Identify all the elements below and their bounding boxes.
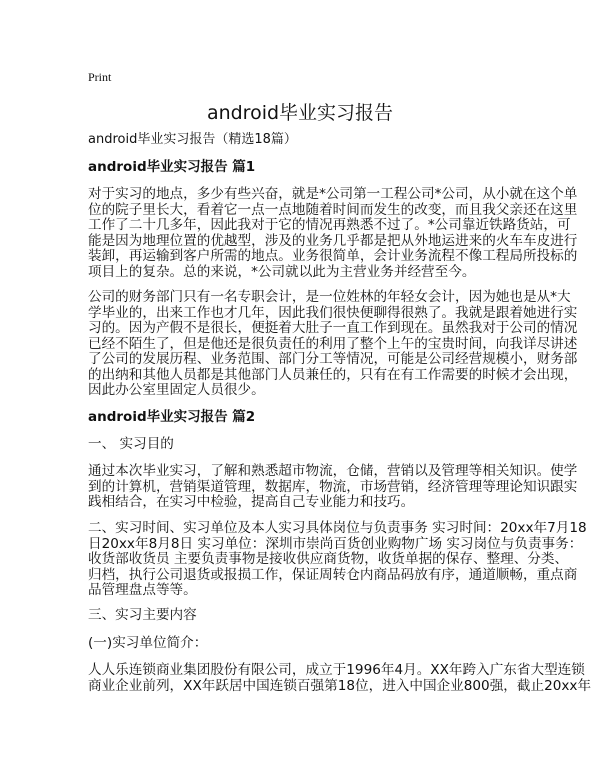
text-line: 二、实习时间、实习单位及本人实习具体岗位与负责事务 实习时间：20xx年7月18	[88, 520, 587, 536]
text-line: 工作了二十几多年，因此我对于它的情况再熟悉不过了。*公司靠近铁路货站，可	[88, 217, 571, 233]
text-line: 的出纳和其他人员都是其他部门人员兼任的，只有在有工作需要的时候才会出现，	[88, 366, 578, 383]
text-line: 商业企业前列，XX年跃居中国连锁百强第18位，进入中国企业800强，截止20xx年	[88, 677, 592, 694]
text-line: 归档，执行公司退货或报损工作，保证周转仓内商品码放有序，通道顺畅，重点商	[88, 566, 578, 583]
paragraph	[88, 662, 592, 694]
text-line: 能是因为地理位置的优越型，涉及的业务几乎都是把从外地运进来的火车车皮进行	[88, 232, 578, 249]
text-line: 公司的财务部门只有一名专职会计，是一位姓林的年轻女会计，因为她也是从*大	[88, 289, 571, 305]
text-line: 三、实习主要内容	[88, 607, 197, 623]
text-line: 到的计算机，营销渠道管理，数据库，物流，市场营销，经济管理等理论知识跟实	[88, 478, 578, 495]
paragraph	[88, 463, 578, 511]
section-heading: android毕业实习报告 篇1	[88, 159, 256, 175]
print-link[interactable]: Print	[88, 70, 112, 84]
text-line: 因此办公室里固定人员很少。	[88, 382, 265, 398]
text-line: 位的院子里长大，看着它一点一点地随着时间而发生的改变，而且我父亲还在这里	[88, 201, 578, 218]
text-line: 日20xx年8月8日 实习单位：深圳市崇尚百货创业购物广场 实习岗位与负责事务：	[88, 535, 583, 552]
document-subtitle: android毕业实习报告（精选18篇）	[88, 132, 297, 147]
paragraph	[88, 437, 528, 453]
text-line: 一、 实习目的	[88, 436, 174, 452]
text-line: 收货部收货员 主要负责事物是接收供应商货物，收货单据的保存、整理、分类、	[88, 551, 569, 567]
text-line: 学毕业的，出来工作也才几年，因此我们很快便聊得很熟了。我就是跟着她进行实	[88, 304, 578, 321]
section-heading: android毕业实习报告 篇2	[88, 409, 256, 425]
paragraph	[88, 186, 578, 280]
paragraph	[88, 636, 528, 652]
paragraph	[88, 520, 587, 599]
text-line: 践相结合，在实习中检验，提高自己专业能力和技巧。	[88, 494, 415, 510]
text-line: 已经不陌生了，但是他还是很负责任的利用了整个上午的宝贵时间，向我详尽讲述	[88, 335, 578, 352]
text-line: 项目上的复杂。总的来说，*公司就以此为主营业务并经营至今。	[88, 263, 476, 280]
text-line: 人人乐连锁商业集团股份有限公司，成立于1996年4月。XX年跨入广东省大型连锁	[88, 662, 585, 678]
text-line: 了公司的发展历程、业务范围、部门分工等情况，可能是公司经营规模小，财务部	[88, 351, 578, 367]
text-line: 习的。因为产假不是很长，便挺着大肚子一直工作到现在。虽然我对于公司的情况	[88, 320, 578, 336]
text-line: 装卸，再运输到客户所需的地点。业务很简单，会计业务流程不像工程局所投标的	[88, 248, 578, 264]
text-line: 对于实习的地点，多少有些兴奋，就是*公司第一工程公司*公司，从小就在这个单	[88, 186, 578, 202]
text-line: 品管理盘点等等。	[88, 582, 197, 598]
paragraph	[88, 608, 528, 624]
text-line: 通过本次毕业实习，了解和熟悉超市物流，仓储，营销以及管理等相关知识。使学	[88, 463, 578, 479]
paragraph	[88, 289, 578, 399]
document-title: android毕业实习报告	[206, 102, 394, 124]
text-line: (一)实习单位简介：	[88, 635, 208, 651]
